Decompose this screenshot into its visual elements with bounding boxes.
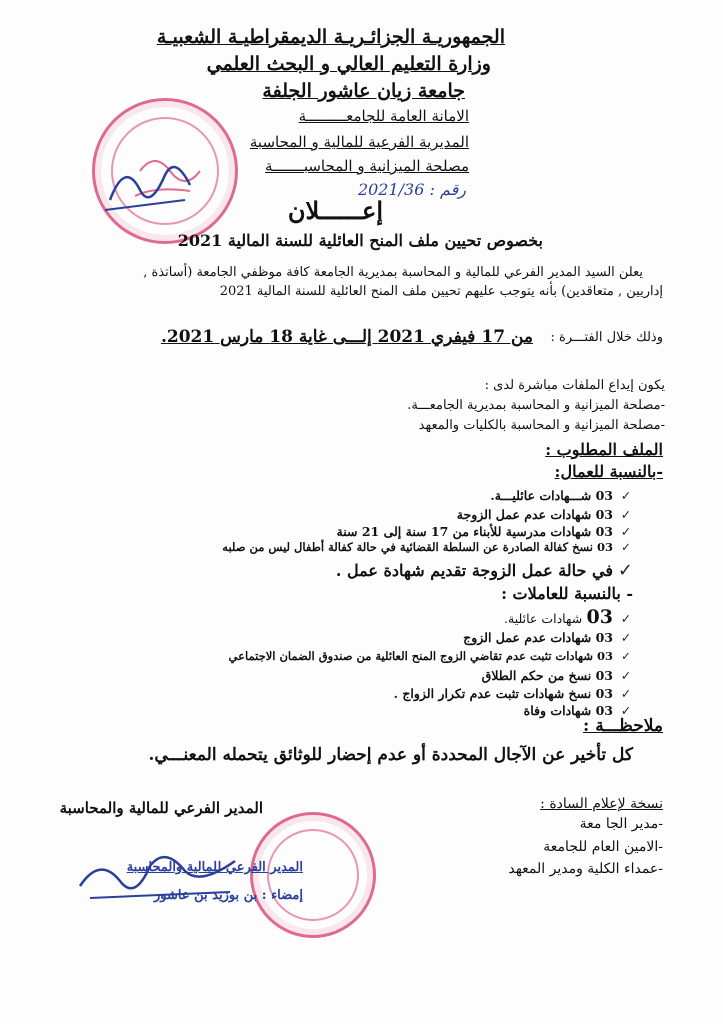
copy-recipient: -عمداء الكلية ومدير المعهد	[508, 861, 663, 877]
announcement-subject: بخصوص تحيين ملف المنح العائلية للسنة المالية 2021	[177, 231, 543, 250]
check-icon: ✓	[621, 540, 631, 554]
check-icon: ✓	[620, 524, 632, 539]
period-label: وذلك خلال الفتـــرة :	[550, 330, 663, 345]
check-icon: ✓	[620, 611, 632, 626]
female-item-text: 03 نسخ شهادات تثبت عدم تكرار الزواج .	[393, 686, 613, 701]
director-signature-top	[100, 140, 200, 220]
female-item-text: 03 شهادات عدم عمل الزوج	[463, 630, 613, 645]
workers-item-text: 03 شهادات مدرسية للأبناء من 17 سنة إلى 21 سنة	[336, 524, 613, 539]
required-file-heading: الملف المطلوب :	[545, 440, 663, 459]
check-icon: ✓	[620, 668, 632, 683]
female-item-text: 03 نسخ من حكم الطلاق	[481, 668, 613, 683]
copy-recipient: -الامين العام للجامعة	[543, 839, 663, 855]
note-text: كل تأخير عن الآجال المحددة أو عدم إحضار للوثائق يتحمله المعنـــي.	[148, 745, 633, 765]
female-first-text: شهادات عائلية.	[504, 611, 583, 626]
female-item-text: 03 شهادات تثبت عدم تقاضي الزوج المنح العائلية من صندوق الضمان الاجتماعي	[228, 649, 613, 663]
period-dates: من 17 فيفري 2021 إلـــى غاية 18 مارس 2021.	[160, 327, 533, 347]
workers-item-text: 03 شهادات عدم عمل الزوجة	[456, 507, 613, 522]
check-icon: ✓	[620, 686, 632, 701]
budget-service: مصلحة الميزانية و المحاسبـــــــة	[265, 157, 469, 175]
workers-item-text: 03 شـــهادات عائليـــة.	[490, 488, 613, 503]
body-paragraph-line2: إداريين , متعاقدين) بأنه يتوجب عليهم تحيين ملف المنح العائلية للسنة المالية 2021	[219, 284, 663, 299]
spouse-work-note	[336, 560, 633, 581]
general-secretariat: الامانة العامة للجامعـــــــــة	[298, 107, 469, 125]
directorate-seal-stamp	[250, 812, 376, 938]
announcement-title: إعــــــلان	[287, 196, 383, 225]
check-icon: ✓	[620, 703, 632, 718]
copy-heading: نسخة لإعلام السادة :	[540, 796, 663, 812]
director-signature-bottom	[70, 846, 250, 906]
female-item	[504, 606, 633, 628]
republic-title: الجمهوريـة الجزائـريـة الديمقراطيـة الشعبيـة	[156, 26, 505, 48]
reference-number: رقم : 2021/36	[357, 180, 466, 199]
sub-directorate: المديرية الفرعية للمالية و المحاسبة	[249, 133, 469, 151]
signature-stamp-title: المدير الفرعي للمالية والمحاسبة	[126, 860, 303, 875]
female-first-number: 03	[586, 606, 613, 628]
workers-item	[337, 524, 634, 539]
check-icon: ✓	[621, 649, 631, 663]
workers-item-text: 03 نسخ كفالة الصادرة عن السلطة القضائية في حالة كفالة أطفال ليس من صلبه	[222, 540, 613, 554]
deposit-location-2: -مصلحة الميزانية و المحاسبة بالكليات والمعهد	[418, 418, 665, 433]
signature-stamp-name: إمضاء : بن بوزيد بن عاشور	[153, 888, 303, 903]
workers-item	[490, 488, 633, 503]
deposit-intro: يكون إيداع الملفات مباشرة لدى :	[484, 378, 665, 393]
copy-recipient: -مدير الجا معة	[579, 816, 663, 832]
deposit-location-1: -مصلحة الميزانية و المحاسبة بمديرية الجامعـــة.	[407, 398, 665, 413]
ministry-title: وزارة التعليم العالي و البحث العلمي	[206, 53, 491, 75]
female-item	[394, 686, 633, 701]
university-name: جامعة زيان عاشور الجلفة	[262, 80, 465, 102]
check-icon: ✓	[620, 488, 632, 503]
female-workers-heading: - بالنسبة للعاملات :	[501, 584, 633, 603]
check-icon: ✓	[620, 507, 632, 522]
check-icon: ✓	[620, 630, 632, 645]
female-item-text: 03 شهادات وفاة	[523, 703, 613, 718]
female-item	[229, 649, 633, 663]
signatory-title: المدير الفرعي للمالية والمحاسبة	[59, 799, 263, 817]
note-heading: ملاحظـــة :	[583, 716, 663, 736]
female-item	[482, 668, 633, 683]
workers-item	[222, 540, 633, 554]
body-paragraph-line1: يعلن السيد المدير الفرعي للمالية و المحاسبة بمديرية الجامعة كافة موظفي الجامعة (أساتذة ,	[143, 265, 643, 280]
check-icon: ✓	[617, 560, 633, 581]
female-item	[463, 630, 633, 645]
spouse-work-note-text: في حالة عمل الزوجة تقديم شهادة عمل .	[335, 561, 613, 580]
workers-heading: -بالنسبة للعمال:	[554, 462, 663, 481]
workers-item	[457, 507, 633, 522]
